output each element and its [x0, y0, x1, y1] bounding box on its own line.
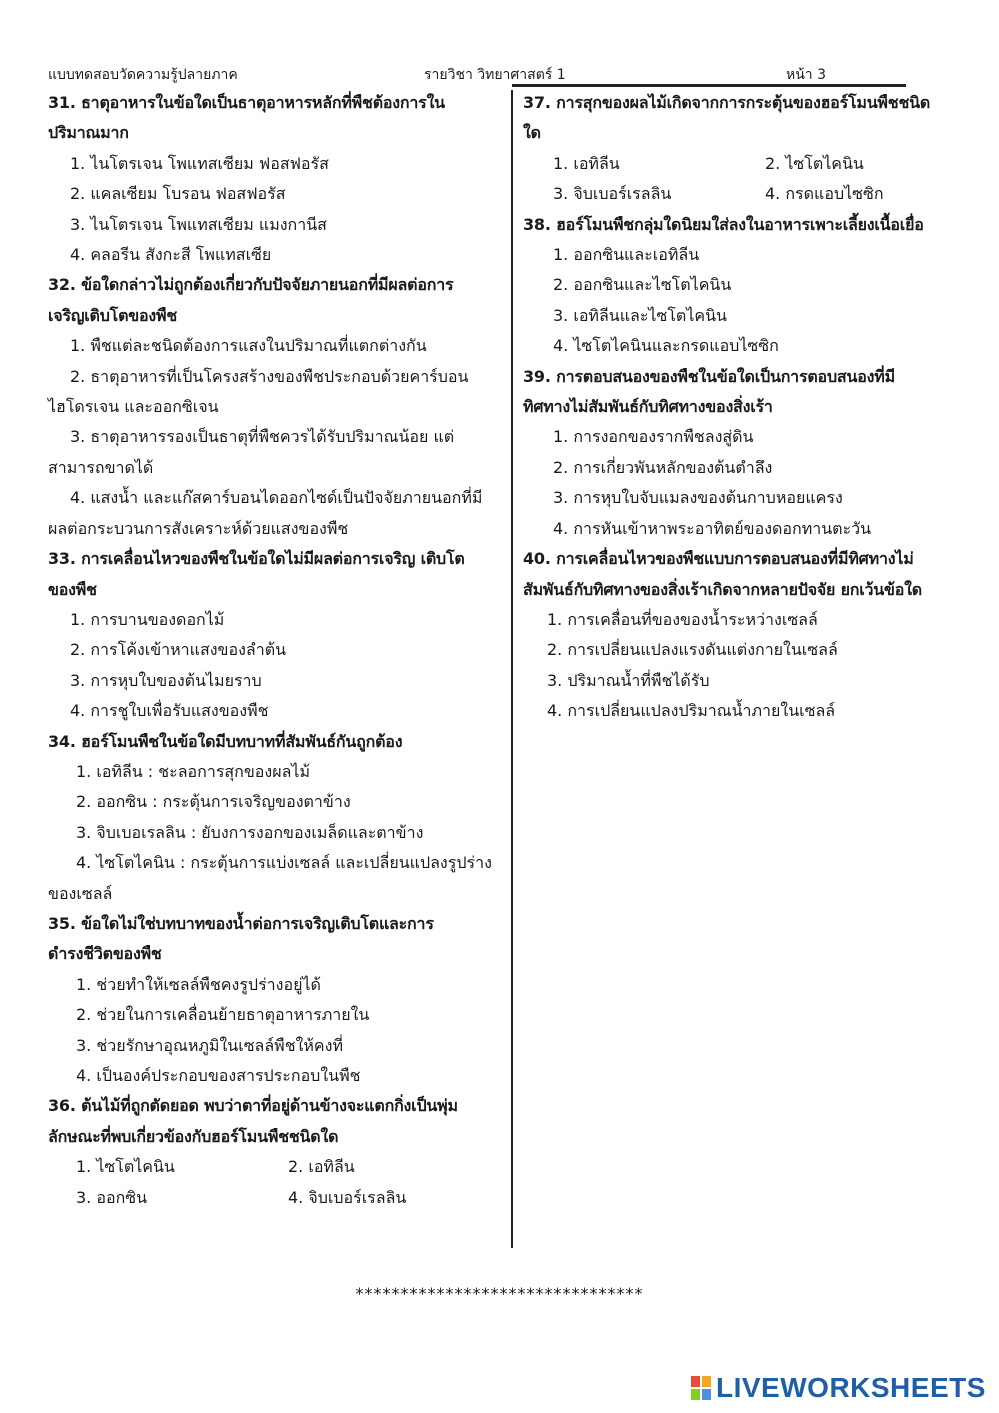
subject-title: รายวิชา วิทยาศาสตร์ 1: [424, 67, 566, 83]
question-34-option-4[interactable]: 4. ไซโตไคนิน : กระตุ้นการแบ่งเซลล์ และเปลี่ยนแปลงรูปร่าง: [76, 853, 492, 873]
question-31-text: 31. ธาตุอาหารในข้อใดเป็นธาตุอาหารหลักที่พืชต้องการใน: [48, 93, 445, 112]
question-40-option-2[interactable]: 2. การเปลี่ยนแปลงแรงดันแต่งกายในเซลล์: [547, 640, 838, 660]
question-39-option-1[interactable]: 1. การงอกของรากพืชลงสู่ดิน: [553, 427, 754, 447]
question-40-text: 40. การเคลื่อนไหวของพืชแบบการตอบสนองที่มีทิศทางไม่: [523, 549, 914, 569]
question-32-option-3-cont[interactable]: สามารถขาดได้: [48, 457, 154, 477]
right-column: [523, 88, 968, 727]
page-header: [48, 64, 906, 84]
question-36-options-row-2: [48, 1183, 506, 1213]
question-36-option-2[interactable]: 2. เอทิลีน: [288, 1157, 355, 1177]
question-33-option-3[interactable]: 3. การหุบใบของต้นไมยราบ: [70, 670, 262, 690]
question-39-text: 39. การตอบสนองของพืชในข้อใดเป็นการตอบสนองที่มี: [523, 366, 895, 386]
liveworksheets-wordmark: LIVEWORKSHEETS: [716, 1372, 986, 1403]
question-35-option-3[interactable]: 3. ช่วยรักษาอุณหภูมิในเซลล์พืชให้คงที่: [76, 1035, 343, 1055]
question-36-text-cont: ลักษณะที่พบเกี่ยวข้องกับฮอร์โมนพืชชนิดใด: [48, 1126, 339, 1146]
question-32-option-1[interactable]: 1. พืชแต่ละชนิดต้องการแสงในปริมาณที่แตกต่างกัน: [70, 336, 427, 356]
question-32-option-3[interactable]: 3. ธาตุอาหารรองเป็นธาตุที่พืชควรได้รับปริมาณน้อย แต่: [70, 427, 455, 447]
logo-block-blue: [701, 1388, 712, 1401]
question-34-text: 34. ฮอร์โมนพืชในข้อใดมีบทบาทที่สัมพันธ์กันถูกต้อง: [48, 731, 403, 751]
question-37-option-2[interactable]: 2. ไซโตไคนิน: [765, 153, 864, 173]
question-32-option-4[interactable]: 4. แสงน้ำ และแก๊สคาร์บอนไดออกไซด์เป็นปัจจัยภายนอกที่มี: [70, 488, 483, 508]
question-37-text: 37. การสุกของผลไม้เกิดจากการกระตุ้นของฮอร์โมนพืชชนิด: [523, 93, 931, 112]
question-35-text-cont: ดำรงชีวิตของพืช: [48, 944, 162, 964]
question-37-option-3[interactable]: 3. จิบเบอร์เรลลิน: [553, 184, 672, 204]
question-32-option-2-cont[interactable]: ไฮโดรเจน และออกซิเจน: [48, 397, 219, 417]
question-33-text: 33. การเคลื่อนไหวของพืชในข้อใดไม่มีผลต่อการเจริญ เติบโต: [48, 549, 465, 569]
question-35-option-2[interactable]: 2. ช่วยในการเคลื่อนย้ายธาตุอาหารภายใน: [76, 1005, 370, 1025]
question-37-option-4[interactable]: 4. กรดแอบไซซิก: [765, 184, 884, 204]
question-36-option-1[interactable]: 1. ไซโตไคนิน: [76, 1157, 175, 1177]
question-40-option-3[interactable]: 3. ปริมาณน้ำที่พืชได้รับ: [547, 670, 710, 690]
question-34-option-4-cont[interactable]: ของเซลล์: [48, 883, 113, 903]
question-33-option-2[interactable]: 2. การโค้งเข้าหาแสงของลำต้น: [70, 640, 287, 660]
question-38-option-4[interactable]: 4. ไซโตไคนินและกรดแอบไซซิก: [553, 336, 779, 356]
end-of-page-stars: ********************************: [355, 1284, 644, 1303]
question-37-option-1[interactable]: 1. เอทิลีน: [553, 153, 620, 173]
question-38-text: 38. ฮอร์โมนพืชกลุ่มใดนิยมใส่ลงในอาหารเพาะเลี้ยงเนื้อเยื่อ: [523, 214, 924, 234]
column-divider: [511, 90, 513, 1248]
question-34-option-1[interactable]: 1. เอทิลีน : ชะลอการสุกของผลไม้: [76, 761, 310, 781]
question-36-options-row-1: [48, 1152, 506, 1182]
question-36-text: 36. ต้นไม้ที่ถูกตัดยอด พบว่าตาที่อยู่ด้านข้างจะแตกกิ่งเป็นพุ่ม: [48, 1096, 458, 1116]
question-32-text-cont: เจริญเติบโตของพืช: [48, 305, 178, 325]
question-31-option-1[interactable]: 1. ไนโตรเจน โพแทสเซียม ฟอสฟอรัส: [70, 153, 329, 173]
question-34-option-2[interactable]: 2. ออกซิน : กระตุ้นการเจริญของตาข้าง: [76, 792, 351, 812]
header-rule: [512, 84, 906, 87]
question-35-option-1[interactable]: 1. ช่วยทำให้เซลล์พืชคงรูปร่างอยู่ได้: [76, 974, 321, 994]
question-32-option-4-cont[interactable]: ผลต่อกระบวนการสังเคราะห์ด้วยแสงของพืช: [48, 518, 349, 538]
question-38-option-3[interactable]: 3. เอทิลีนและไซโตไคนิน: [553, 305, 727, 325]
liveworksheets-logo: [690, 1371, 986, 1405]
logo-block-green: [690, 1388, 701, 1401]
question-33-text-cont: ของพืช: [48, 579, 97, 599]
question-37-options-row-2: [523, 179, 968, 209]
left-column: [48, 88, 506, 1213]
question-32-option-2[interactable]: 2. ธาตุอาหารที่เป็นโครงสร้างของพืชประกอบด้วยคาร์บอน: [70, 366, 469, 386]
question-39-option-4[interactable]: 4. การหันเข้าหาพระอาทิตย์ของดอกทานตะวัน: [553, 518, 872, 538]
question-31-option-4[interactable]: 4. คลอรีน สังกะสี โพแทสเซีย: [70, 245, 272, 265]
question-31-option-2[interactable]: 2. แคลเซียม โบรอน ฟอสฟอรัส: [70, 184, 286, 204]
question-33-option-1[interactable]: 1. การบานของดอกไม้: [70, 609, 225, 629]
question-40-text-cont: สัมพันธ์กับทิศทางของสิ่งเร้าเกิดจากหลายปัจจัย ยกเว้นข้อใด: [523, 579, 922, 599]
question-38-option-1[interactable]: 1. ออกซินและเอทิลีน: [553, 245, 700, 265]
question-31-text-cont: ปริมาณมาก: [48, 123, 129, 143]
question-38-option-2[interactable]: 2. ออกซินและไซโตไคนิน: [553, 275, 732, 295]
question-36-option-3[interactable]: 3. ออกซิน: [76, 1187, 148, 1207]
question-33-option-4[interactable]: 4. การชูใบเพื่อรับแสงของพืช: [70, 701, 269, 721]
question-37-options-row-1: [523, 149, 968, 179]
question-37-text-cont: ใด: [523, 123, 541, 143]
question-35-option-4[interactable]: 4. เป็นองค์ประกอบของสารประกอบในพืช: [76, 1066, 361, 1085]
logo-block-red: [690, 1375, 701, 1388]
question-36-option-4[interactable]: 4. จิบเบอร์เรลลิน: [288, 1187, 407, 1207]
exam-title: แบบทดสอบวัดความรู้ปลายภาค: [48, 67, 238, 83]
question-39-option-2[interactable]: 2. การเกี่ยวพันหลักของต้นตำลึง: [553, 457, 773, 477]
question-34-option-3[interactable]: 3. จิบเบอเรลลิน : ยับงการงอกของเมล็ดและตาข้าง: [76, 822, 424, 842]
logo-block-orange: [701, 1375, 712, 1388]
question-35-text: 35. ข้อใดไม่ใช่บทบาทของน้ำต่อการเจริญเติบโตและการ: [48, 913, 434, 933]
liveworksheets-icon: [690, 1375, 712, 1401]
question-39-text-cont: ทิศทางไม่สัมพันธ์กับทิศทางของสิ่งเร้า: [523, 397, 773, 417]
question-31-option-3[interactable]: 3. ไนโตรเจน โพแทสเซียม แมงกานีส: [70, 214, 327, 234]
page-number: หน้า 3: [786, 67, 827, 83]
question-39-option-3[interactable]: 3. การหุบใบจับแมลงของต้นกาบหอยแครง: [553, 488, 843, 508]
question-40-option-4[interactable]: 4. การเปลี่ยนแปลงปริมาณน้ำภายในเซลล์: [547, 701, 836, 721]
question-32-text: 32. ข้อใดกล่าวไม่ถูกต้องเกี่ยวกับปัจจัยภายนอกที่มีผลต่อการ: [48, 275, 454, 295]
question-40-option-1[interactable]: 1. การเคลื่อนที่ของของน้ำระหว่างเซลล์: [547, 609, 818, 629]
